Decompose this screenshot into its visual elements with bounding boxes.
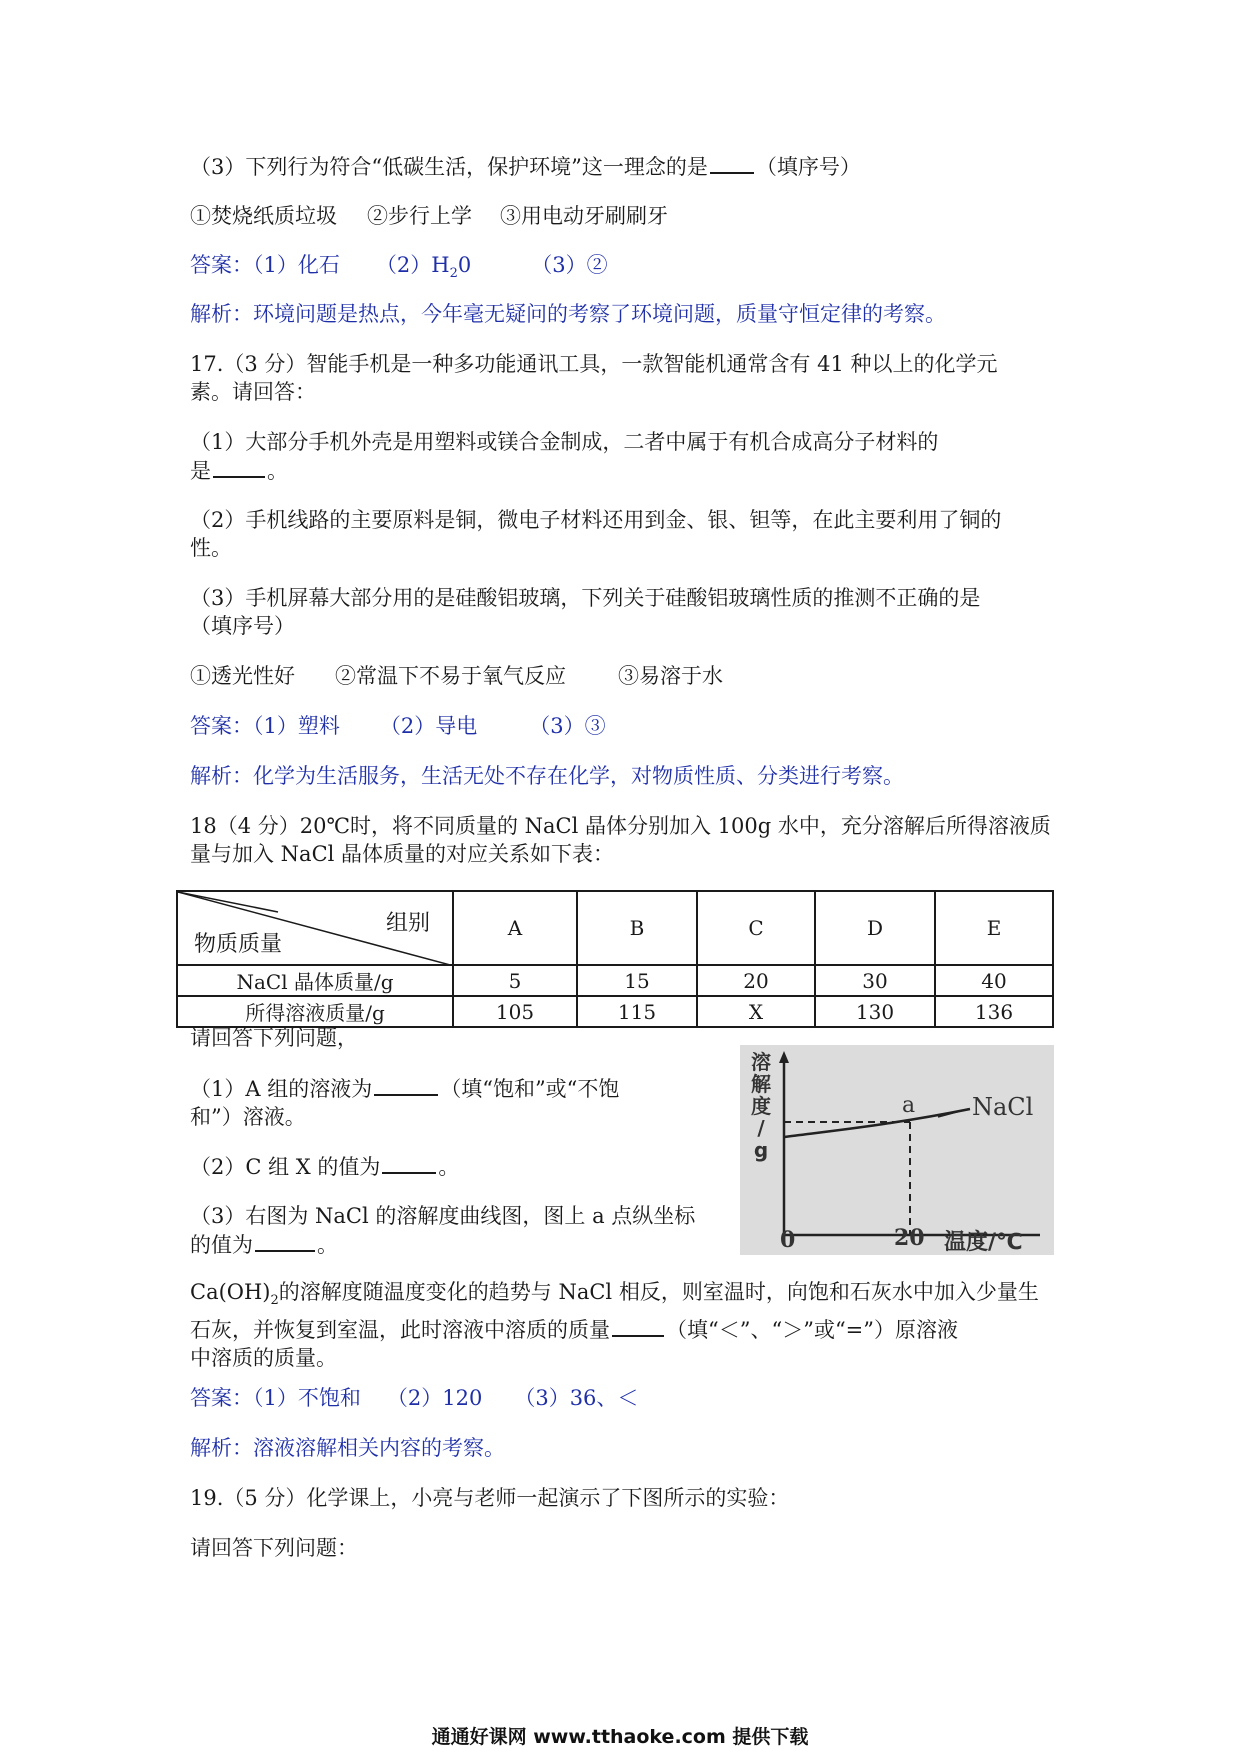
corner-label-quantity: 物质质量 [194,932,283,957]
nacl-solubility-graph [740,1045,1054,1255]
q16-part3: （3）下列行为符合“低碳生活，保护环境”这一理念的是 （填序号） [190,152,1050,181]
nacl-data-table [176,890,1054,1028]
graph-y-axis-label: 溶 解 度 / g [751,1050,771,1162]
q16-options: ①焚烧纸质垃圾 ②步行上学 ③用电动牙刷刷牙 [190,204,668,228]
q17-answer: 答案：（1）塑料 （2）导电 （3）③ [190,714,606,738]
q17-analysis: 解析：化学为生活服务，生活无处不存在化学，对物质性质、分类进行考察。 [190,764,904,788]
group-header: E [935,891,1053,965]
graph-x-tick-label: 20 [894,1225,925,1251]
table-row [177,996,1053,1027]
graph-series-label: NaCl [972,1093,1034,1121]
q17-part1: （1）大部分手机外壳是用塑料或镁合金制成，二者中属于有机合成高分子材料的 是 。 [190,430,939,483]
q18-analysis: 解析：溶液溶解相关内容的考察。 [190,1436,505,1460]
answer-blank [710,152,754,174]
q17-part3: （3）手机屏幕大部分用的是硅酸铝玻璃，下列关于硅酸铝玻璃性质的推测不正确的是 （填序号） [190,586,981,638]
table-cell: 20 [697,965,815,996]
table-cell: 5 [453,965,577,996]
group-header: C [697,891,815,965]
q17-stem: 17.（3 分）智能手机是一种多功能通讯工具，一款智能机通常含有 41 种以上的化学元 素。请回答： [190,352,998,404]
group-header: D [815,891,935,965]
q18-stem: 18（4 分）20℃时，将不同质量的 NaCl 晶体分别加入 100g 水中，充分溶解后所得溶液质 量与加入 NaCl 晶体质量的对应关系如下表： [190,814,1051,866]
table-cell: 130 [815,996,935,1027]
table-cell: 115 [577,996,697,1027]
q17-options: ①透光性好 ②常温下不易于氧气反应 ③易溶于水 [190,664,723,688]
answer-blank [213,456,265,478]
graph-point-label: a [902,1093,916,1118]
q18-prompt: 请回答下列问题， [190,1026,358,1050]
q18-part1: （1）A 组的溶液为 （填“饱和”或“不饱 和”）溶液。 [190,1074,710,1131]
group-header: A [453,891,577,965]
answer-blank [374,1074,438,1096]
q18-part2: （2）C 组 X 的值为 。 [190,1152,710,1181]
answer-blank [612,1315,664,1337]
answer-blank [255,1230,315,1252]
q19-stem: 19.（5 分）化学课上，小亮与老师一起演示了下图所示的实验： [190,1486,790,1510]
q19-prompt: 请回答下列问题： [190,1536,358,1560]
table-corner-cell [177,891,453,965]
table-row [177,965,1053,996]
q16-answer: 答案：（1）化石 $(2)H_20$ （3）② [190,253,608,282]
graph-x-axis-label: 温度/℃ [944,1230,1023,1255]
table-cell: X [697,996,815,1027]
answer-blank [382,1152,436,1174]
table-cell: 105 [453,996,577,1027]
q16-analysis: 解析：环境问题是热点，今年毫无疑问的考察了环境问题，质量守恒定律的考察。 [190,302,946,326]
row-label: 所得溶液质量/g [177,996,453,1027]
q18-part3: （3）右图为 NaCl 的溶解度曲线图，图上 a 点纵坐标 的值为 。 [190,1204,696,1257]
table-cell: 15 [577,965,697,996]
q18-answer: 答案：（1）不饱和 （2）120 （3）36、＜ [190,1386,639,1410]
q17-part2: （2）手机线路的主要原料是铜，微电子材料还用到金、银、钽等，在此主要利用了铜的 性。 [190,508,1002,560]
solubility-curve-drawing [740,1045,1054,1255]
table-cell: 30 [815,965,935,996]
group-header: B [577,891,697,965]
corner-label-group: 组别 [385,911,430,936]
page-footer: 通通好课网 www.tthaoke.com 提供下载 [431,1726,809,1748]
table-cell: 40 [935,965,1053,996]
q18-part4: $Ca(OH)_2$的溶解度随温度变化的趋势与 NaCl 相反，则室温时，向饱和石灰水中加入少量生 石灰，并恢复到室温，此时溶液中溶质的质量 （填“＜”、“＞”或“=”）原溶液 中溶质的质量。 [190,1280,1039,1371]
graph-origin-label: 0 [780,1227,796,1253]
table-cell: 136 [935,996,1053,1027]
row-label: NaCl 晶体质量/g [177,965,453,996]
